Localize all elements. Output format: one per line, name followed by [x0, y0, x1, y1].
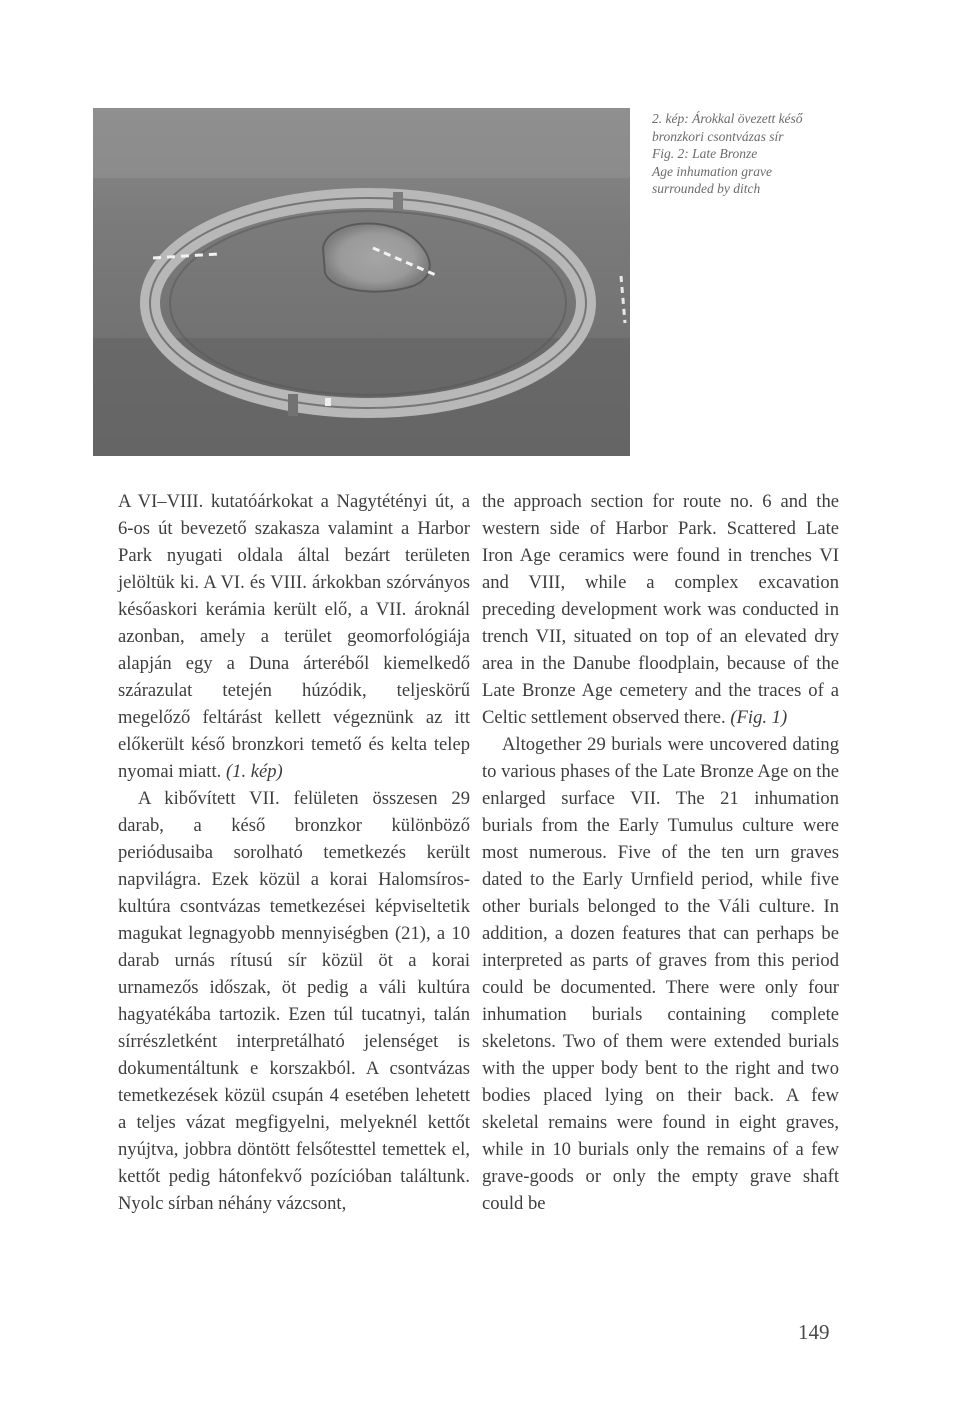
english-column — [482, 488, 839, 1217]
caption-hu-line1: 2. kép: Árokkal övezett késő — [652, 111, 803, 126]
caption-en-line2: Age inhumation grave — [652, 163, 772, 179]
hu-paragraph-1-text: A VI–VIII. kutatóárkokat a Nagytétényi út, a 6-os út bevezető szakasza valamint a Harbor Park nyugati oldala által bezárt területen jelöltük ki. A VI. és VIII. árkokban szórványos későaskori kerámia került elő, a VII. ároknál azonban, amely a terület geomorfológiája alapján egy a Duna árteréből kiemelkedő szárazulat tetején húzódik, teljeskörű megelőző feltárást kellett végeznünk az itt előkerült késő bronzkori temető és kelta telep nyomai miatt. — [118, 491, 470, 782]
grave-ditch-photo — [93, 108, 630, 456]
hu-paragraph-2: A kibővített VII. felületen összesen 29 darab, a késő bronzkor különböző periódusaiba sorolható temetkezés került napvilágra. Ezek közül a korai Halomsíros-kultúra csontvázas temetkezései képviseltetik magukat legnagyobb mennyiségben (21), a 10 darab urnás rítusú sír közül öt a korai urnamezős időszak, öt pedig a váli kultúra hagyatékába tartozik. Ezen túl tucatnyi, talán sírrészletként interpretálható jelenséget is dokumentáltunk e korszakból. A csontvázas temetkezések közül csupán 4 esetében lehetett a teljes vázat megfigyelni, melyeknél kettőt nyújtva, jobbra döntött felsőtesttel temettek el, kettőt pedig hátonfekvő pozícióban találtunk. Nyolc sírban néhány vázcsont, — [118, 788, 470, 1214]
page-number: 149 — [798, 1320, 830, 1344]
hu-figure-ref: (1. kép) — [225, 761, 283, 782]
en-paragraph-2: Altogether 29 burials were uncovered dating to various phases of the Late Bronze Age on the enlarged surface VII. The 21 inhumation burials from the Early Tumulus culture were most numerous. Five of the ten urn graves dated to the Early Urnfield period, while five other burials belonged to the Váli culture. In addition, a dozen features that can perhaps be interpreted as parts of graves from this period could be documented. There were only four inhumation burials containing complete skeletons. Two of them were extended burials with the upper body bent to the right and two bodies placed lying on their back. A few skeletal remains were found in eight graves, while in 10 burials only the remains of a few grave-goods or only the empty grave shaft could be — [482, 734, 839, 1214]
hu-paragraph-1 — [118, 488, 470, 785]
excavation-photo — [93, 108, 630, 456]
en-paragraph-1 — [482, 488, 839, 731]
hungarian-column — [118, 488, 470, 1217]
en-paragraph-1-text: the approach section for route no. 6 and the western side of Harbor Park. Scattered Late Iron Age ceramics were found in trenches VI and VIII, while a complex excavation preceding development work was conducted in trench VII, situated on top of an elevated dry area in the Danube floodplain, because of the Late Bronze Age cemetery and the traces of a Celtic settlement observed there. — [482, 491, 839, 728]
figure-caption — [652, 110, 852, 198]
caption-en-line3: surrounded by ditch — [652, 181, 761, 196]
caption-en-line1: Fig. 2: Late Bronze — [652, 146, 758, 161]
caption-hu-line2: bronzkori csontvázas sír — [652, 128, 784, 144]
en-figure-ref: (Fig. 1) — [730, 707, 788, 728]
